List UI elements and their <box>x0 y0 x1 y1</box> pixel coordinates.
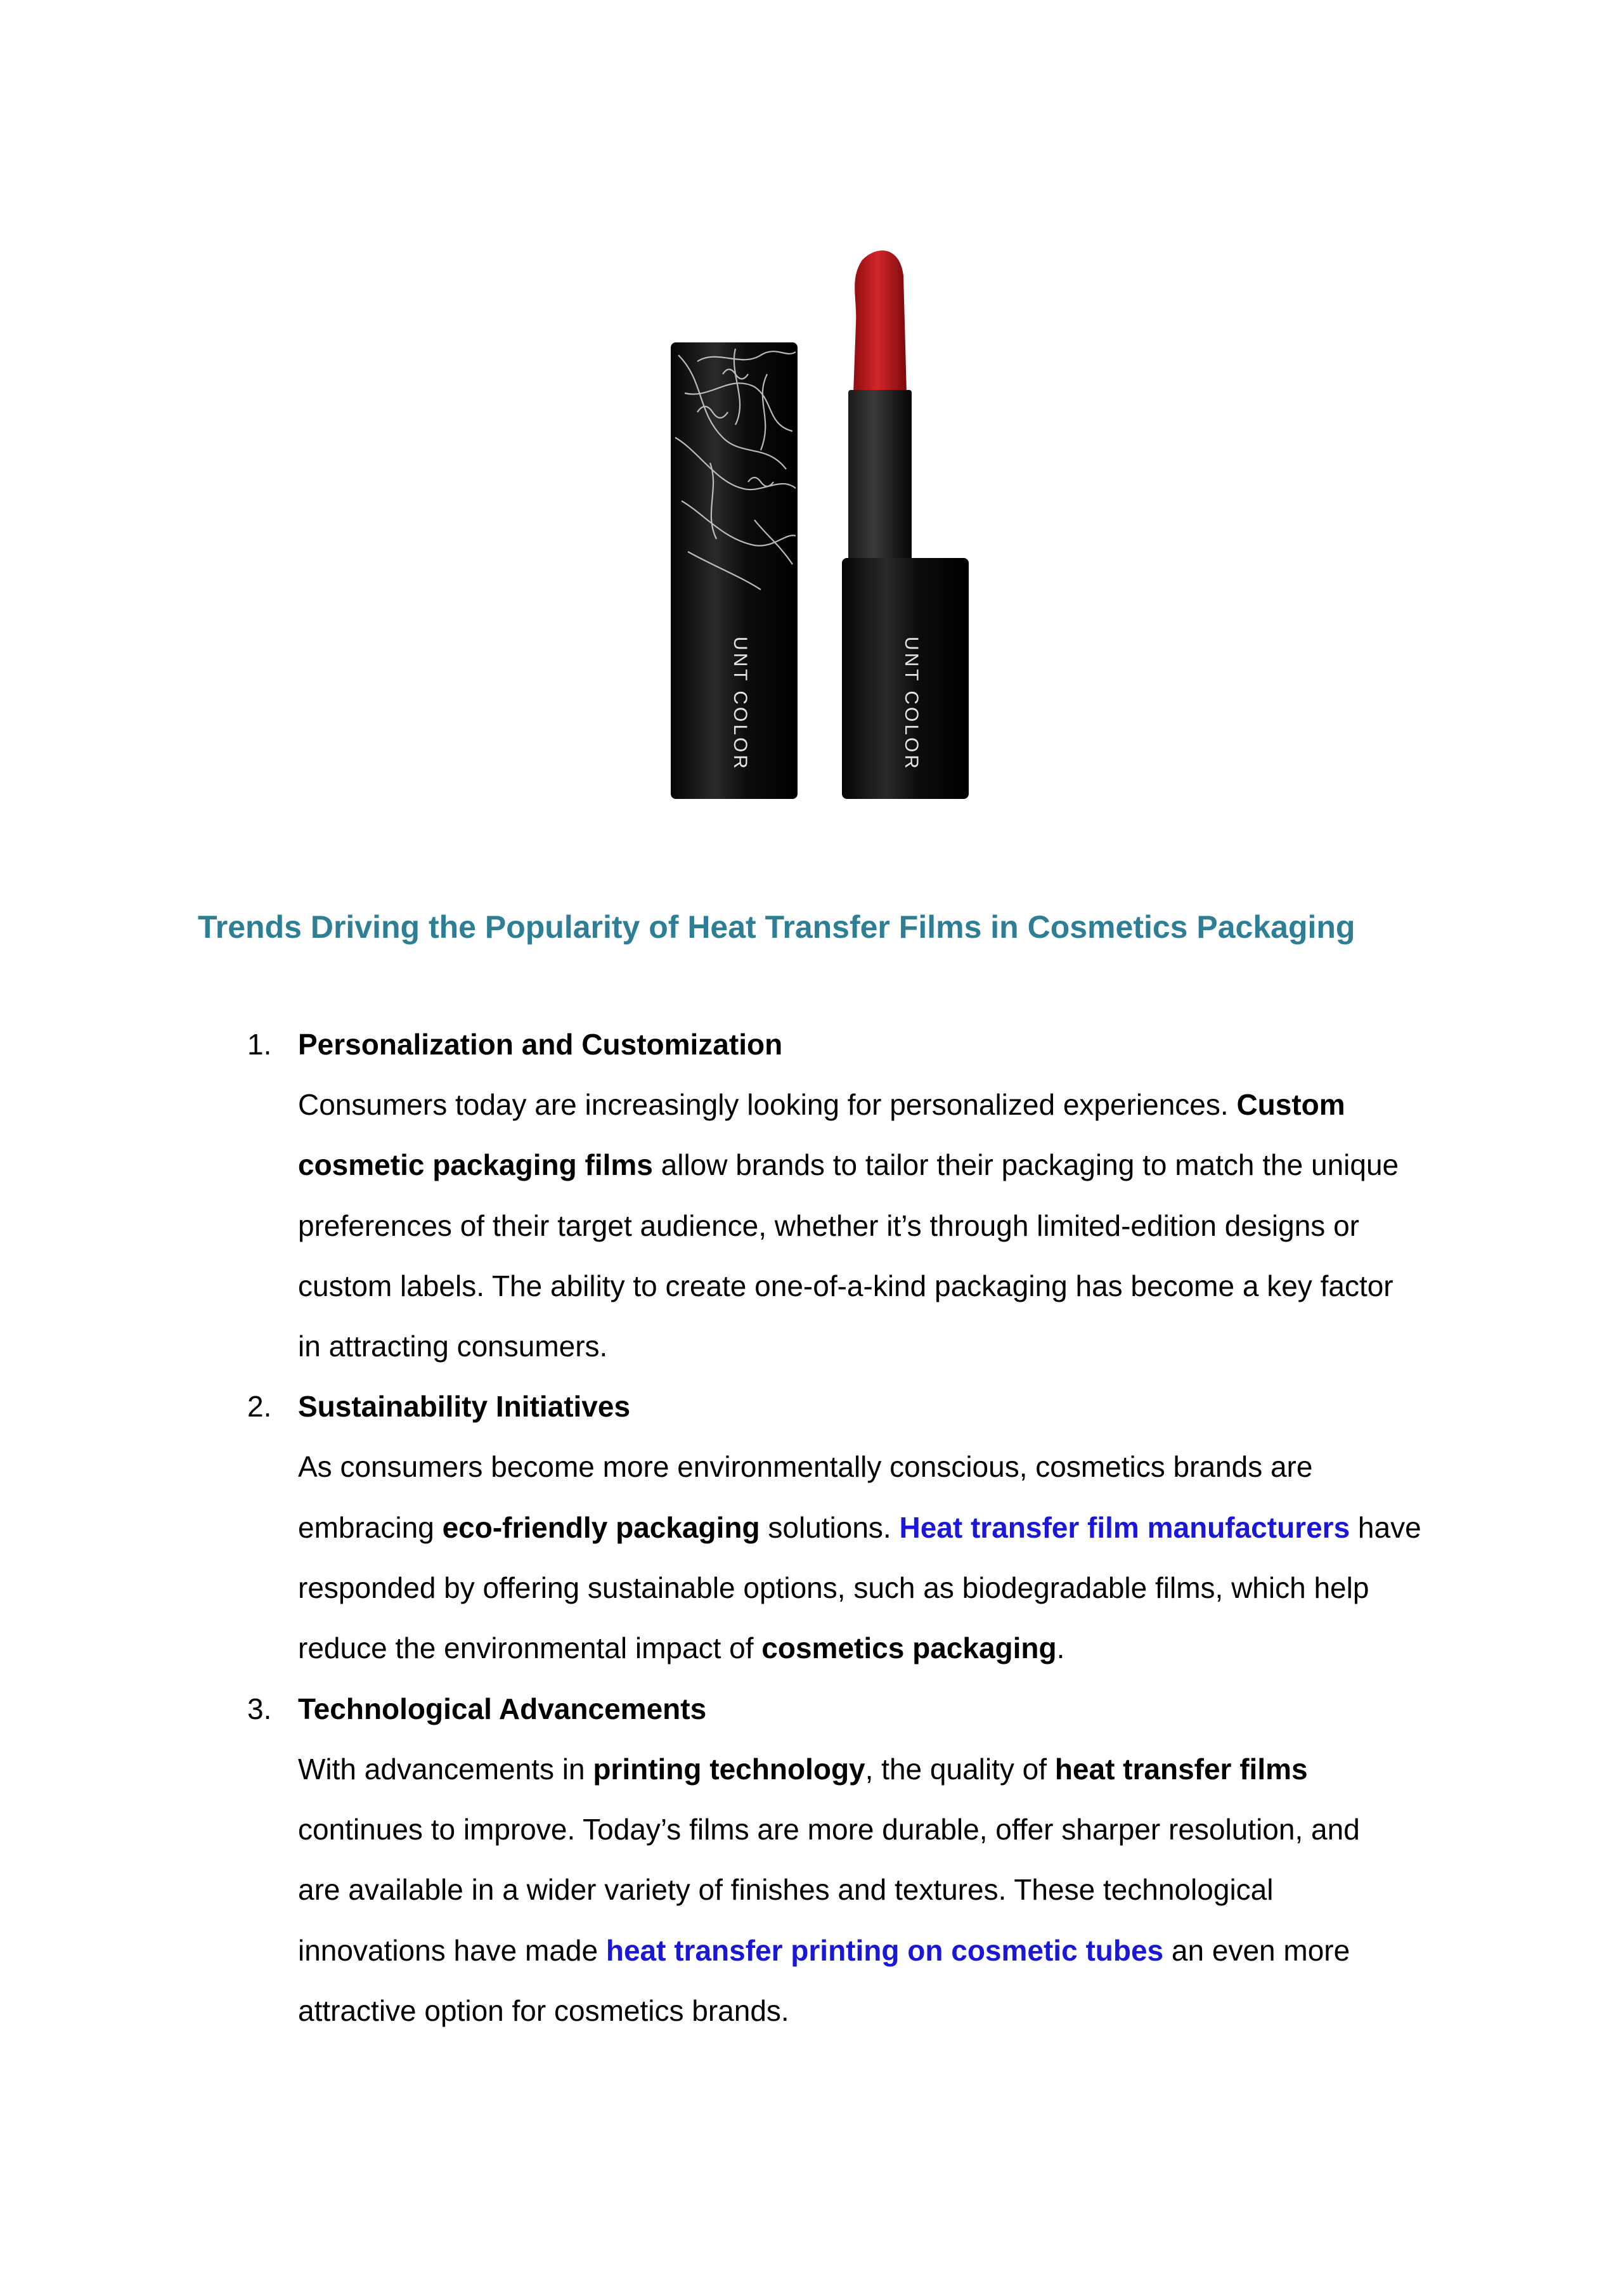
item-title: Personalization and Customization <box>298 1028 783 1061</box>
heat-transfer-printing-link[interactable]: heat transfer printing on cosmetic tubes <box>605 1933 1164 1967</box>
list-item <box>0 1679 1623 2041</box>
item-text-line: embracing eco-friendly packaging solutions. Heat transfer film manufacturers have <box>298 1510 1421 1544</box>
item-text-line: attractive option for cosmetics brands. <box>298 1994 789 2027</box>
item-text-line: responded by offering sustainable options, such as biodegradable films, which help <box>298 1571 1369 1605</box>
heat-transfer-film-manufacturers-link[interactable]: Heat transfer film manufacturers <box>899 1510 1350 1544</box>
section-heading: Trends Driving the Popularity of Heat Transfer Films in Cosmetics Packaging <box>198 909 1355 945</box>
trends-list <box>0 1015 1623 2041</box>
item-text-line: preferences of their target audience, whether it’s through limited-edition designs or <box>298 1209 1359 1242</box>
body-brand-text: UNT COLOR <box>901 636 922 772</box>
item-text-line: innovations have made heat transfer printing on cosmetic tubes an even more <box>298 1933 1350 1967</box>
list-item <box>0 1015 1623 1377</box>
lipstick-product-image <box>659 247 970 799</box>
item-text-line: Consumers today are increasingly looking for personalized experiences. Custom <box>298 1088 1345 1121</box>
item-text-line: in attracting consumers. <box>298 1330 608 1363</box>
item-title: Sustainability Initiatives <box>298 1390 631 1424</box>
item-number: 1. <box>247 1028 272 1061</box>
lipstick-body <box>842 250 969 799</box>
item-text-line: continues to improve. Today’s films are more durable, offer sharper resolution, and <box>298 1812 1360 1846</box>
item-text-line: As consumers become more environmentally conscious, cosmetics brands are <box>298 1450 1313 1484</box>
cap-brand-text: UNT COLOR <box>730 636 751 772</box>
item-text-line: cosmetic packaging films allow brands to tailor their packaging to match the unique <box>298 1148 1399 1182</box>
item-number: 3. <box>247 1692 272 1725</box>
item-text-line: With advancements in printing technology, the quality of heat transfer films <box>298 1752 1308 1786</box>
item-title: Technological Advancements <box>298 1692 707 1725</box>
lipstick-cap <box>671 342 798 799</box>
item-number: 2. <box>247 1390 272 1424</box>
item-text-line: custom labels. The ability to create one-of-a-kind packaging has become a key factor <box>298 1269 1393 1302</box>
item-text-line: reduce the environmental impact of cosmetics packaging. <box>298 1631 1065 1665</box>
item-text-line: are available in a wider variety of finishes and textures. These technological <box>298 1873 1274 1907</box>
list-item <box>0 1377 1623 1678</box>
